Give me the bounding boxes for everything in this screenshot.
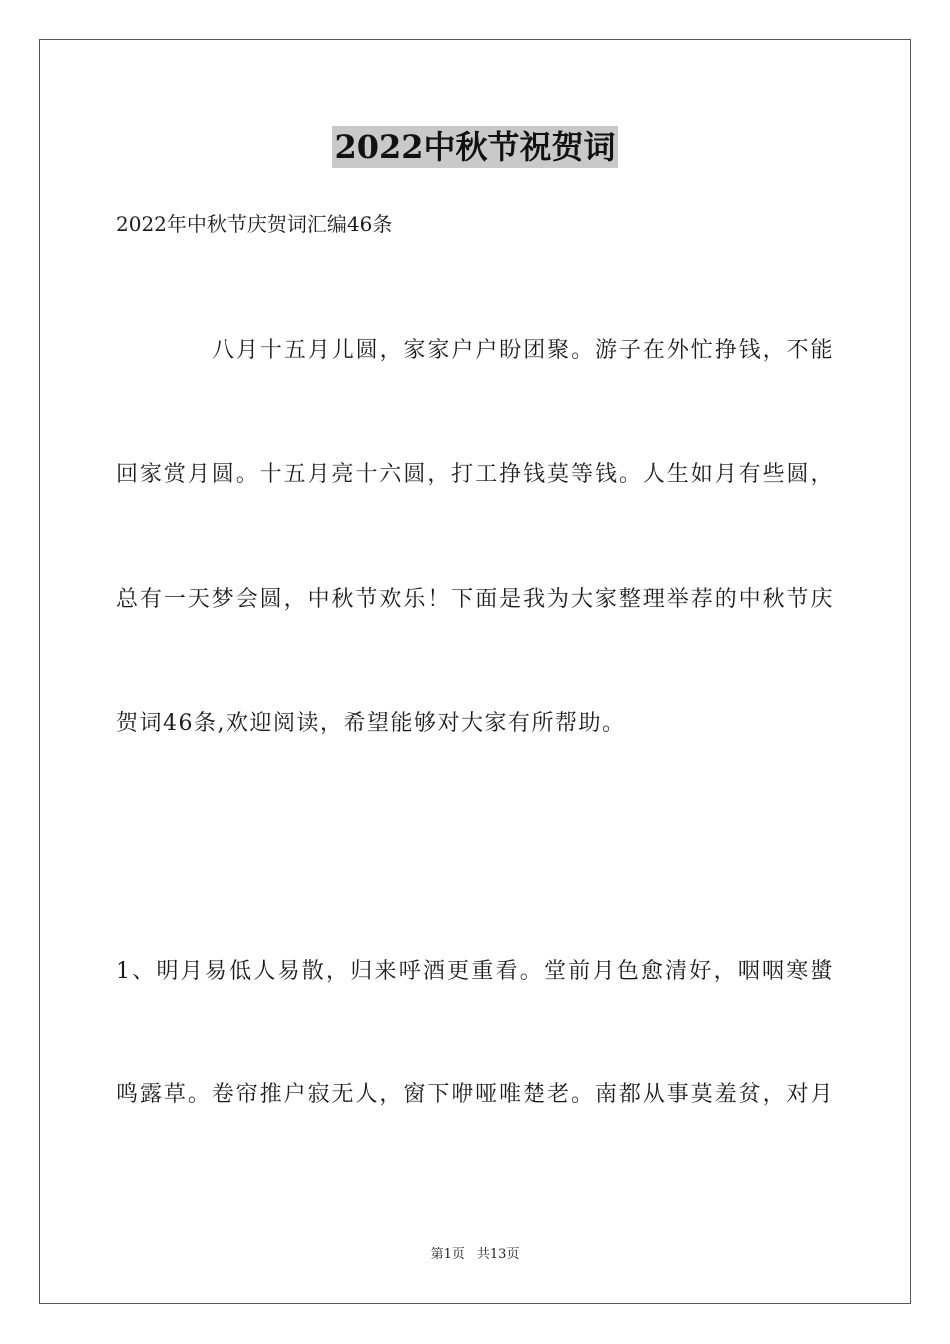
document-title: 2022中秋节祝贺词 <box>334 128 616 166</box>
page-footer <box>0 1246 950 1264</box>
paragraph1-line4: 贺词46条,欢迎阅读，希望能够对大家有所帮助。 <box>116 711 626 736</box>
document-subtitle: 2022年中秋节庆贺词汇编46条 <box>116 212 393 236</box>
page-total: 共13页 <box>476 1247 520 1262</box>
title-container <box>0 126 950 168</box>
paragraph1-line3: 总有一天梦会圆，中秋节欢乐！下面是我为大家整理举荐的中秋节庆 <box>116 587 834 612</box>
page-number: 第1页 <box>430 1247 465 1262</box>
paragraph1-line1: 八月十五月儿圆，家家户户盼团聚。游子在外忙挣钱，不能 <box>212 338 834 363</box>
paragraph2-line1: 1、明月易低人易散，归来呼酒更重看。堂前月色愈清好，咽咽寒螿 <box>116 959 834 984</box>
paragraph2-line2: 鸣露草。卷帘推户寂无人，窗下咿哑唯楚老。南都从事莫羞贫，对月 <box>116 1082 834 1107</box>
paragraph1-line2: 回家赏月圆。十五月亮十六圆，打工挣钱莫等钱。人生如月有些圆， <box>116 462 834 487</box>
